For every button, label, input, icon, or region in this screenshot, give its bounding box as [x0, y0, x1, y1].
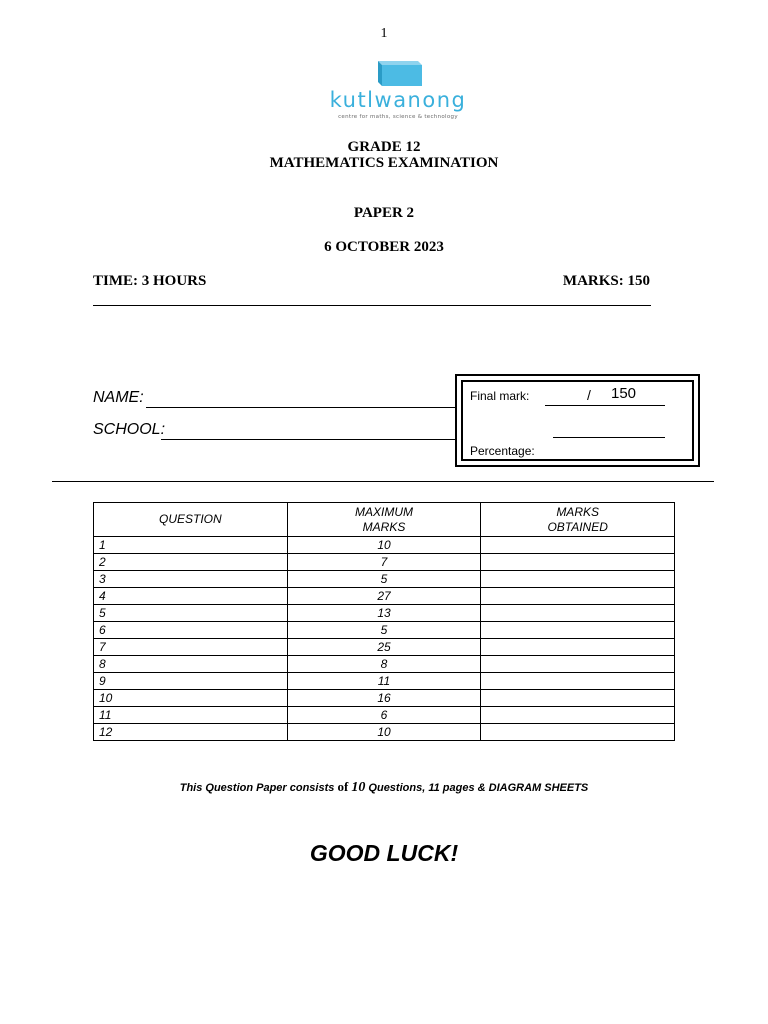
table-row	[94, 673, 675, 690]
question-header: QUESTION	[94, 503, 288, 537]
maximum-marks-cell: 10	[287, 724, 481, 741]
table-row	[94, 554, 675, 571]
table-row	[94, 690, 675, 707]
marks-obtained-cell[interactable]	[481, 690, 675, 707]
question-number: 3	[94, 571, 288, 588]
name-field[interactable]	[146, 407, 456, 408]
maximum-marks-cell: 5	[287, 571, 481, 588]
logo-wordmark: kutlwanong	[329, 88, 467, 112]
exam-title: MATHEMATICS EXAMINATION	[269, 155, 499, 171]
question-number: 5	[94, 605, 288, 622]
mark-slash: /	[587, 387, 591, 403]
page-number: 1	[380, 26, 388, 41]
maximum-marks-cell: 11	[287, 673, 481, 690]
marks-obtained-cell[interactable]	[481, 622, 675, 639]
marks-table	[93, 502, 675, 741]
question-number: 7	[94, 639, 288, 656]
maximum-marks-cell: 6	[287, 707, 481, 724]
percentage-field[interactable]	[553, 437, 665, 438]
grade-title: GRADE 12	[347, 139, 421, 155]
school-field[interactable]	[161, 439, 456, 440]
school-label: SCHOOL:	[93, 421, 166, 438]
good-luck-text: GOOD LUCK!	[309, 840, 459, 866]
divider	[52, 481, 714, 482]
marks-obtained-cell[interactable]	[481, 605, 675, 622]
question-number: 9	[94, 673, 288, 690]
divider	[93, 305, 651, 306]
percentage-label: Percentage:	[470, 444, 535, 458]
question-number: 1	[94, 537, 288, 554]
total-marks: MARKS: 150	[562, 273, 650, 289]
cube-icon	[372, 58, 424, 88]
marks-obtained-cell[interactable]	[481, 588, 675, 605]
maximum-marks-cell: 27	[287, 588, 481, 605]
logo-tagline: centre for maths, science & technology	[338, 114, 458, 120]
maximum-marks-cell: 25	[287, 639, 481, 656]
question-number: 4	[94, 588, 288, 605]
final-mark-field[interactable]	[545, 405, 665, 406]
marks-obtained-cell[interactable]	[481, 554, 675, 571]
marks-obtained-cell[interactable]	[481, 724, 675, 741]
mark-total: 150	[611, 385, 637, 402]
marks-obtained-cell[interactable]	[481, 639, 675, 656]
maximum-marks-cell: 5	[287, 622, 481, 639]
final-mark-label: Final mark:	[470, 389, 530, 403]
kutlwanong-logo	[308, 58, 488, 124]
table-row	[94, 724, 675, 741]
marks-obtained-header: MARKS OBTAINED	[481, 503, 675, 537]
table-row	[94, 639, 675, 656]
table-row	[94, 588, 675, 605]
marks-obtained-cell[interactable]	[481, 571, 675, 588]
maximum-marks-cell: 16	[287, 690, 481, 707]
question-number: 11	[94, 707, 288, 724]
final-mark-box	[455, 374, 700, 467]
marks-obtained-cell[interactable]	[481, 707, 675, 724]
name-label: NAME:	[93, 389, 144, 406]
maximum-marks-cell: 10	[287, 537, 481, 554]
paper-title: PAPER 2	[353, 205, 415, 221]
maximum-marks-cell: 13	[287, 605, 481, 622]
question-number: 2	[94, 554, 288, 571]
marks-obtained-cell[interactable]	[481, 673, 675, 690]
time-allowed: TIME: 3 HOURS	[93, 273, 207, 289]
question-number: 12	[94, 724, 288, 741]
table-row	[94, 605, 675, 622]
table-row	[94, 537, 675, 554]
maximum-marks-cell: 8	[287, 656, 481, 673]
marks-obtained-cell[interactable]	[481, 537, 675, 554]
table-row	[94, 571, 675, 588]
maximum-marks-header: MAXIMUM MARKS	[287, 503, 481, 537]
maximum-marks-cell: 7	[287, 554, 481, 571]
marks-obtained-cell[interactable]	[481, 656, 675, 673]
question-number: 6	[94, 622, 288, 639]
exam-date: 6 OCTOBER 2023	[324, 239, 444, 255]
table-header-row	[94, 503, 675, 537]
question-number: 10	[94, 690, 288, 707]
table-row	[94, 707, 675, 724]
table-row	[94, 656, 675, 673]
question-number: 8	[94, 656, 288, 673]
paper-info: This Question Paper consists of 10 Questions, 11 pages & DIAGRAM SHEETS	[179, 779, 589, 795]
table-row	[94, 622, 675, 639]
